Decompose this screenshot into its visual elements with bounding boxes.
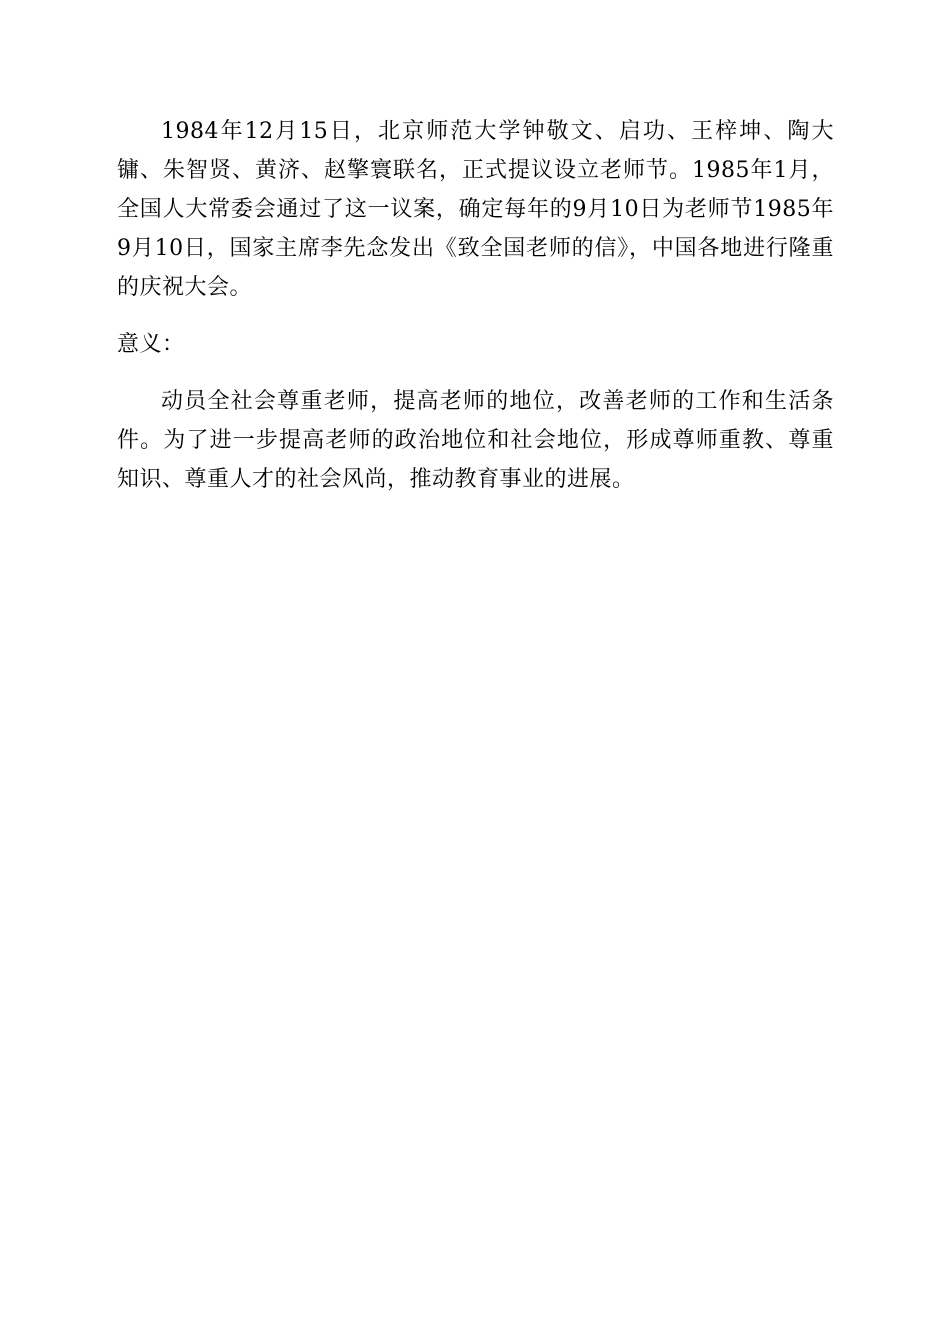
history-paragraph: 1984年12月15日，北京师范大学钟敬文、启功、王梓坤、陶大镛、朱智贤、黄济、赵擎寰联名，正式提议设立老师节。1985年1月，全国人大常委会通过了这一议案，确定每年的9月10日为老师节1985年9月10日，国家主席李先念发出《致全国老师的信》，中国各地进行隆重的庆祝大会。 — [117, 119, 834, 300]
document-body — [117, 112, 834, 499]
significance-heading: 意义： — [117, 332, 185, 357]
significance-paragraph: 动员全社会尊重老师，提高老师的地位，改善老师的工作和生活条件。为了进一步提高老师的政治地位和社会地位，形成尊师重教、尊重知识、尊重人才的社会风尚，推动教育事业的进展。 — [117, 389, 834, 492]
